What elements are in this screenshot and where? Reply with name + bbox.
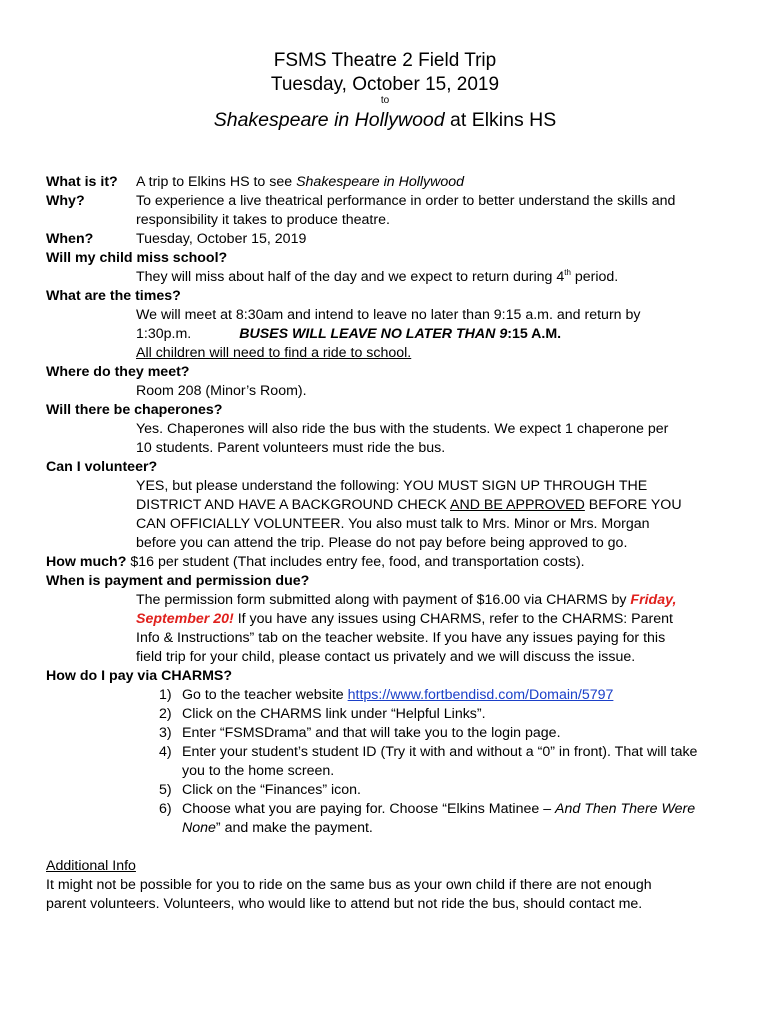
step-4-text bbox=[182, 743, 697, 781]
miss-school-text: They will miss about half of the day and we expect to return during 4 bbox=[136, 269, 565, 285]
step-2-text: Click on the CHARMS link under “Helpful Links”. bbox=[182, 706, 486, 722]
step-3-text: Enter “FSMSDrama” and that will take you to the login page. bbox=[182, 725, 561, 741]
volunteer-line2-a: DISTRICT AND HAVE A BACKGROUND CHECK bbox=[136, 497, 451, 513]
cost-label: How much? bbox=[46, 554, 127, 570]
miss-school-tail: period. bbox=[570, 269, 619, 285]
volunteer-line4: before you can attend the trip. Please do not pay before being approved to go. bbox=[136, 535, 628, 551]
step-number: 4) bbox=[159, 744, 172, 760]
step-5-text: Click on the “Finances” icon. bbox=[182, 782, 361, 798]
payment-question: When is payment and permission due? bbox=[46, 573, 310, 589]
what-text: A trip to Elkins HS to see bbox=[136, 174, 297, 190]
ride-notice: All children will need to find a ride to school. bbox=[136, 345, 412, 361]
miss-school-question: Will my child miss school? bbox=[46, 250, 228, 266]
additional-line1: It might not be possible for you to ride on the same bus as your own child if there are not enough bbox=[46, 877, 652, 893]
additional-heading bbox=[46, 857, 736, 876]
step-4-line1: Enter your student’s student ID (Try it with and without a “0” in front). That will take bbox=[182, 744, 698, 760]
charms-step bbox=[159, 686, 736, 705]
chaperones-question: Will there be chaperones? bbox=[46, 402, 223, 418]
step-number: 3) bbox=[159, 725, 172, 741]
cost-row bbox=[46, 553, 736, 572]
payment-line4: field trip for your child, please contact us privately and we will discuss the issue. bbox=[136, 649, 636, 665]
why-label: Why? bbox=[46, 193, 85, 209]
charms-step bbox=[159, 705, 736, 724]
step-4-line2: you to the home screen. bbox=[182, 763, 335, 779]
spacer bbox=[46, 838, 736, 857]
volunteer-line3: CAN OFFICIALLY VOLUNTEER. You also must talk to Mrs. Minor or Mrs. Morgan bbox=[136, 516, 650, 532]
volunteer-line2-c: BEFORE YOU bbox=[584, 497, 682, 513]
times-question: What are the times? bbox=[46, 288, 181, 304]
times-return: 1:30p.m. bbox=[136, 326, 192, 342]
show-title: Shakespeare in Hollywood bbox=[213, 109, 445, 131]
payment-due-date: September 20! bbox=[136, 611, 234, 627]
payment-line2 bbox=[46, 610, 736, 629]
why-answer bbox=[136, 192, 675, 230]
charms-step bbox=[159, 724, 736, 743]
times-line3 bbox=[46, 344, 736, 363]
charms-step bbox=[159, 743, 736, 781]
payment-line1 bbox=[46, 591, 736, 610]
volunteer-question: Can I volunteer? bbox=[46, 459, 158, 475]
miss-school-sup: th bbox=[564, 268, 571, 277]
step-6-line1: Choose what you are paying for. Choose “Elkins Matinee – bbox=[182, 801, 556, 817]
doc-to: to bbox=[380, 95, 390, 106]
meet-answer: Room 208 (Minor’s Room). bbox=[136, 383, 307, 399]
what-label: What is it? bbox=[46, 174, 118, 190]
additional-heading-text: Additional Info bbox=[46, 858, 136, 874]
what-show: Shakespeare in Hollywood bbox=[296, 174, 465, 190]
step-1-text: Go to the teacher website bbox=[182, 687, 348, 703]
charms-step bbox=[159, 781, 736, 800]
times-line1: We will meet at 8:30am and intend to leave no later than 9:15 a.m. and return by bbox=[136, 307, 641, 323]
step-number: 5) bbox=[159, 782, 172, 798]
step-6-show-a: And Then There Were bbox=[555, 801, 696, 817]
miss-school-answer bbox=[46, 268, 736, 287]
step-6-show-b: None bbox=[182, 820, 216, 836]
what-answer bbox=[136, 173, 464, 192]
payment-line3: Info & Instructions” tab on the teacher website. If you have any issues paying for this bbox=[136, 630, 666, 646]
why-row bbox=[46, 192, 736, 230]
when-row bbox=[46, 230, 736, 249]
step-6-tail: ” and make the payment. bbox=[215, 820, 373, 836]
additional-line2: parent volunteers. Volunteers, who would like to attend but not ride the bus, should contact me. bbox=[46, 896, 643, 912]
teacher-website-link[interactable]: https://www.fortbendisd.com/Domain/5797 bbox=[347, 687, 614, 703]
step-text bbox=[182, 686, 613, 705]
step-number: 1) bbox=[159, 687, 172, 703]
faq-body bbox=[46, 173, 736, 914]
why-line1: To experience a live theatrical performance in order to better understand the skills and bbox=[136, 193, 676, 209]
payment-due-day: Friday, bbox=[630, 592, 677, 608]
doc-show-line bbox=[0, 109, 770, 131]
volunteer-line1: YES, but please understand the following: YOU MUST SIGN UP THROUGH THE bbox=[136, 478, 648, 494]
charms-question: How do I pay via CHARMS? bbox=[46, 668, 233, 684]
cost-answer: $16 per student (That includes entry fee, food, and transportation costs). bbox=[126, 554, 585, 570]
buses-warning-time: :15 A.M. bbox=[507, 326, 562, 342]
step-number: 2) bbox=[159, 706, 172, 722]
meet-question: Where do they meet? bbox=[46, 364, 190, 380]
chaperones-line2: 10 students. Parent volunteers must ride the bus. bbox=[136, 440, 446, 456]
chaperones-line1: Yes. Chaperones will also ride the bus with the students. We expect 1 chaperone per bbox=[136, 421, 669, 437]
volunteer-approved: AND BE APPROVED bbox=[450, 497, 585, 513]
volunteer-line2 bbox=[46, 496, 736, 515]
step-number: 6) bbox=[159, 801, 172, 817]
payment-line1-text: The permission form submitted along with payment of $16.00 via CHARMS by bbox=[136, 592, 631, 608]
doc-date: Tuesday, October 15, 2019 bbox=[270, 74, 500, 95]
what-row bbox=[46, 173, 736, 192]
step-6-text bbox=[182, 800, 695, 838]
charms-steps bbox=[46, 686, 736, 838]
payment-line2-text: If you have any issues using CHARMS, refer to the CHARMS: Parent bbox=[233, 611, 673, 627]
when-label: When? bbox=[46, 231, 94, 247]
when-answer: Tuesday, October 15, 2019 bbox=[136, 231, 307, 247]
charms-step bbox=[159, 800, 736, 838]
why-line2: responsibility it takes to produce theatre. bbox=[136, 212, 390, 228]
times-line2 bbox=[46, 325, 736, 344]
show-venue: at Elkins HS bbox=[444, 109, 557, 131]
doc-title: FSMS Theatre 2 Field Trip bbox=[273, 50, 497, 71]
buses-warning: BUSES WILL LEAVE NO LATER THAN 9 bbox=[239, 326, 508, 342]
